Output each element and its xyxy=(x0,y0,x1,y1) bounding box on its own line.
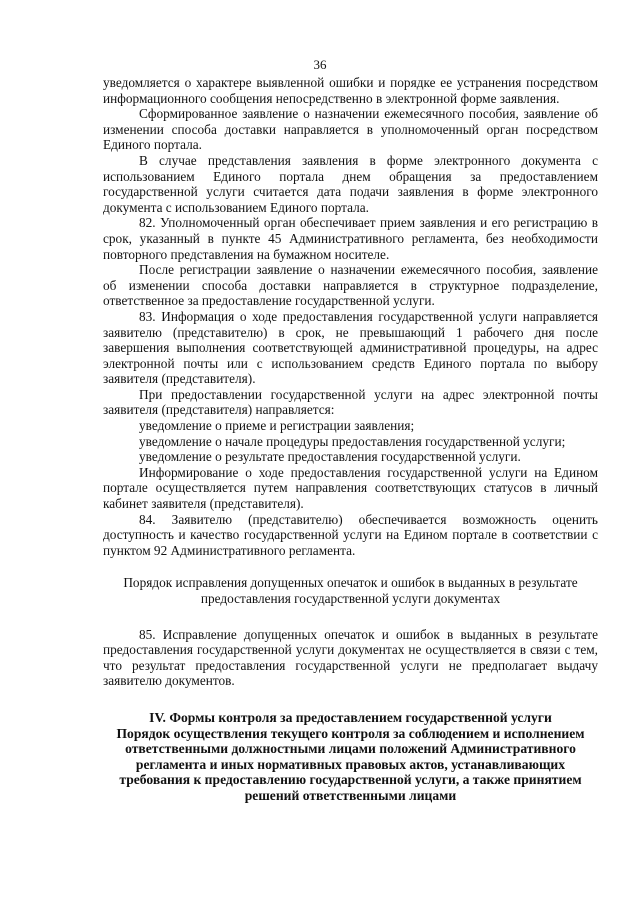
paragraph: 82. Уполномоченный орган обеспечивает прием заявления и его регистрацию в срок, указанный в пункте 45 Административного регламента, без необходимости повторного представления на бумажном носителе. xyxy=(103,215,598,262)
list-item: уведомление о приеме и регистрации заявления; xyxy=(139,418,415,434)
document-body xyxy=(103,75,598,804)
section-heading xyxy=(103,710,598,804)
paragraph: Сформированное заявление о назначении ежемесячного пособия, заявление об изменении способа доставки направляется в уполномоченный орган посредством Единого портала. xyxy=(103,106,598,153)
paragraph: 85. Исправление допущенных опечаток и ошибок в выданных в результате предоставления государственной услуги документах не осуществляется в связи с тем, что результат предоставления государственной услуги не предполагает выдачу заявителю документов. xyxy=(103,626,598,689)
paragraph: Информирование о ходе предоставления государственной услуги на Едином портале осуществляется путем направления соответствующих статусов в личный кабинет заявителя (представителя). xyxy=(103,464,598,512)
paragraph: 84. Заявителю (представителю) обеспечивается возможность оценить доступность и качество государственной услуги на Едином портале в соответствии с пунктом 92 Административного регламента. xyxy=(103,511,598,558)
spacer xyxy=(103,607,598,627)
subheading: Порядок исправления допущенных опечаток и ошибок в выданных в результате предоставления государственной услуги документах xyxy=(123,575,578,606)
list-item: уведомление о результате предоставления государственной услуги. xyxy=(139,449,521,465)
list-item: уведомление о начале процедуры предоставления государственной услуги; xyxy=(139,433,566,449)
paragraph: При предоставлении государственной услуги на адрес электронной почты заявителя (представителя) направляется: xyxy=(103,386,598,418)
section-heading-line2: Порядок осуществления текущего контроля за соблюдением и исполнением ответственными должностными лицами положений Административного регламента и иных нормативных правовых актов, устанавливающих требования к предоставлению государственной услуги, а также принятием решений ответственными лицами xyxy=(116,725,585,803)
page-number: 36 xyxy=(313,57,327,72)
paragraph: 83. Информация о ходе предоставления государственной услуги направляется заявителю (представителю) в срок, не превышающий 1 рабочего дня после завершения выполнения соответствующей административной процедуры, на адрес электронной почты или с использованием средств Единого портала по выбору заявителя (представителя). xyxy=(103,308,598,387)
paragraph: уведомляется о характере выявленной ошибки и порядке ее устранения посредством информационного сообщения непосредственно в электронной форме заявления. xyxy=(103,75,598,106)
paragraph: В случае представления заявления в форме электронного документа с использованием Единого портала днем обращения за предоставлением государственной услуги считается дата подачи заявления в форме электронного документа с использованием Единого портала. xyxy=(103,152,598,215)
paragraph: После регистрации заявление о назначении ежемесячного пособия, заявление об изменении способа доставки направляется в структурное подразделение, ответственное за предоставление государственной услуги. xyxy=(103,262,598,309)
section-heading-line1: IV. Формы контроля за предоставлением государственной услуги xyxy=(149,709,552,725)
